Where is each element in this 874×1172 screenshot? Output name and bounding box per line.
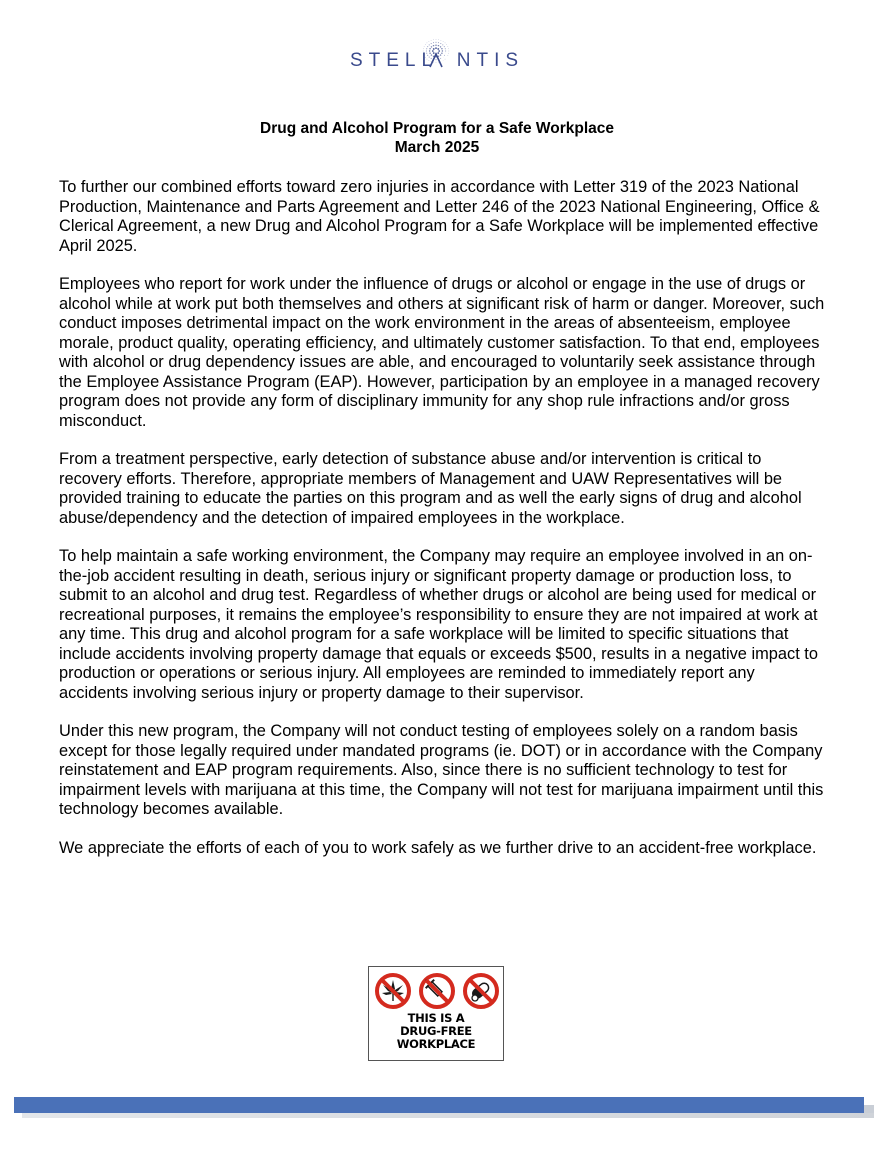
document-body [59,178,827,877]
stellantis-logo [0,37,874,87]
paragraph-risk: Employees who report for work under the influence of drugs or alcohol or engage in the use of drugs or alcohol while at work put both themselves and others at significant risk of harm or danger. Moreover, such conduct imposes detrimental impact on the work environment in the areas of absenteeism, employee morale, product quality, operating efficiency, and ultimately customer satisfaction. To that end, employees with alcohol or drug dependency issues are able, and encouraged to voluntarily seek assistance through the Employee Assistance Program (EAP). However, participation by an employee in a managed recovery program does not provide any form of disciplinary immunity for any shop rule infractions and/or gross misconduct. [59,275,825,430]
footer-bar [14,1097,864,1113]
document-title: Drug and Alcohol Program for a Safe Workplace [260,120,614,137]
paragraph-testing-conditions: To help maintain a safe working environment, the Company may require an employee involved in an on-the-job accident resulting in death, serious injury or significant property damage or production loss, to submit to an alcohol and drug test. Regardless of whether drugs or alcohol are being used for medical or recreational purposes, it remains the employee’s responsibility to ensure they are not impaired at work at any time. This drug and alcohol program for a safe workplace will be limited to specific situations that include accidents involving property damage that equals or exceeds $500, results in a negative impact to production or operations or serious injury. All employees are reminded to immediately report any accidents involving serious injury or property damage to their supervisor. [59,547,818,702]
document-header [0,119,874,157]
sign-caption [369,1012,503,1051]
paragraph-random-testing: Under this new program, the Company will not conduct testing of employees solely on a random basis except for those legally required under mandated programs (ie. DOT) or in accordance with the Company reinstatement and EAP program requirements. Also, since there is no sufficient technology to test for impairment levels with marijuana at this time, the Company will not test for marijuana impairment until this technology becomes available. [59,722,824,818]
sign-line-3: WORKPLACE [396,1037,476,1051]
document-date: March 2025 [394,139,480,156]
sign-line-1: THIS IS A [407,1011,465,1025]
stellantis-logo-mark [322,37,552,83]
paragraph-intro: To further our combined efforts toward zero injuries in accordance with Letter 319 of the 2023 National Production, Maintenance and Parts Agreement and Letter 246 of the 2023 National Engineering, Office & Clerical Agreement, a new Drug and Alcohol Program for a Safe Workplace will be implemented effective April 2025. [59,178,820,255]
no-pills-icon [465,975,497,1007]
paragraph-closing: We appreciate the efforts of each of you to work safely as we further drive to an accident-free workplace. [59,838,817,857]
sign-line-2: DRUG-FREE [400,1024,472,1038]
prohibition-icons [374,972,500,1010]
paragraph-treatment: From a treatment perspective, early detection of substance abuse and/or intervention is critical to recovery efforts. Therefore, appropriate members of Management and UAW Representatives will be provided training to educate the parties on this program and as well the early signs of drug and alcohol abuse/dependency and the detection of impaired employees in the workplace. [59,450,802,527]
no-syringe-icon [421,975,453,1007]
svg-text:STELLANTIS: STELLANTIS [349,50,525,71]
no-marijuana-icon [377,975,409,1007]
footer-underline [22,1113,874,1118]
drug-free-workplace-sign [368,966,504,1061]
